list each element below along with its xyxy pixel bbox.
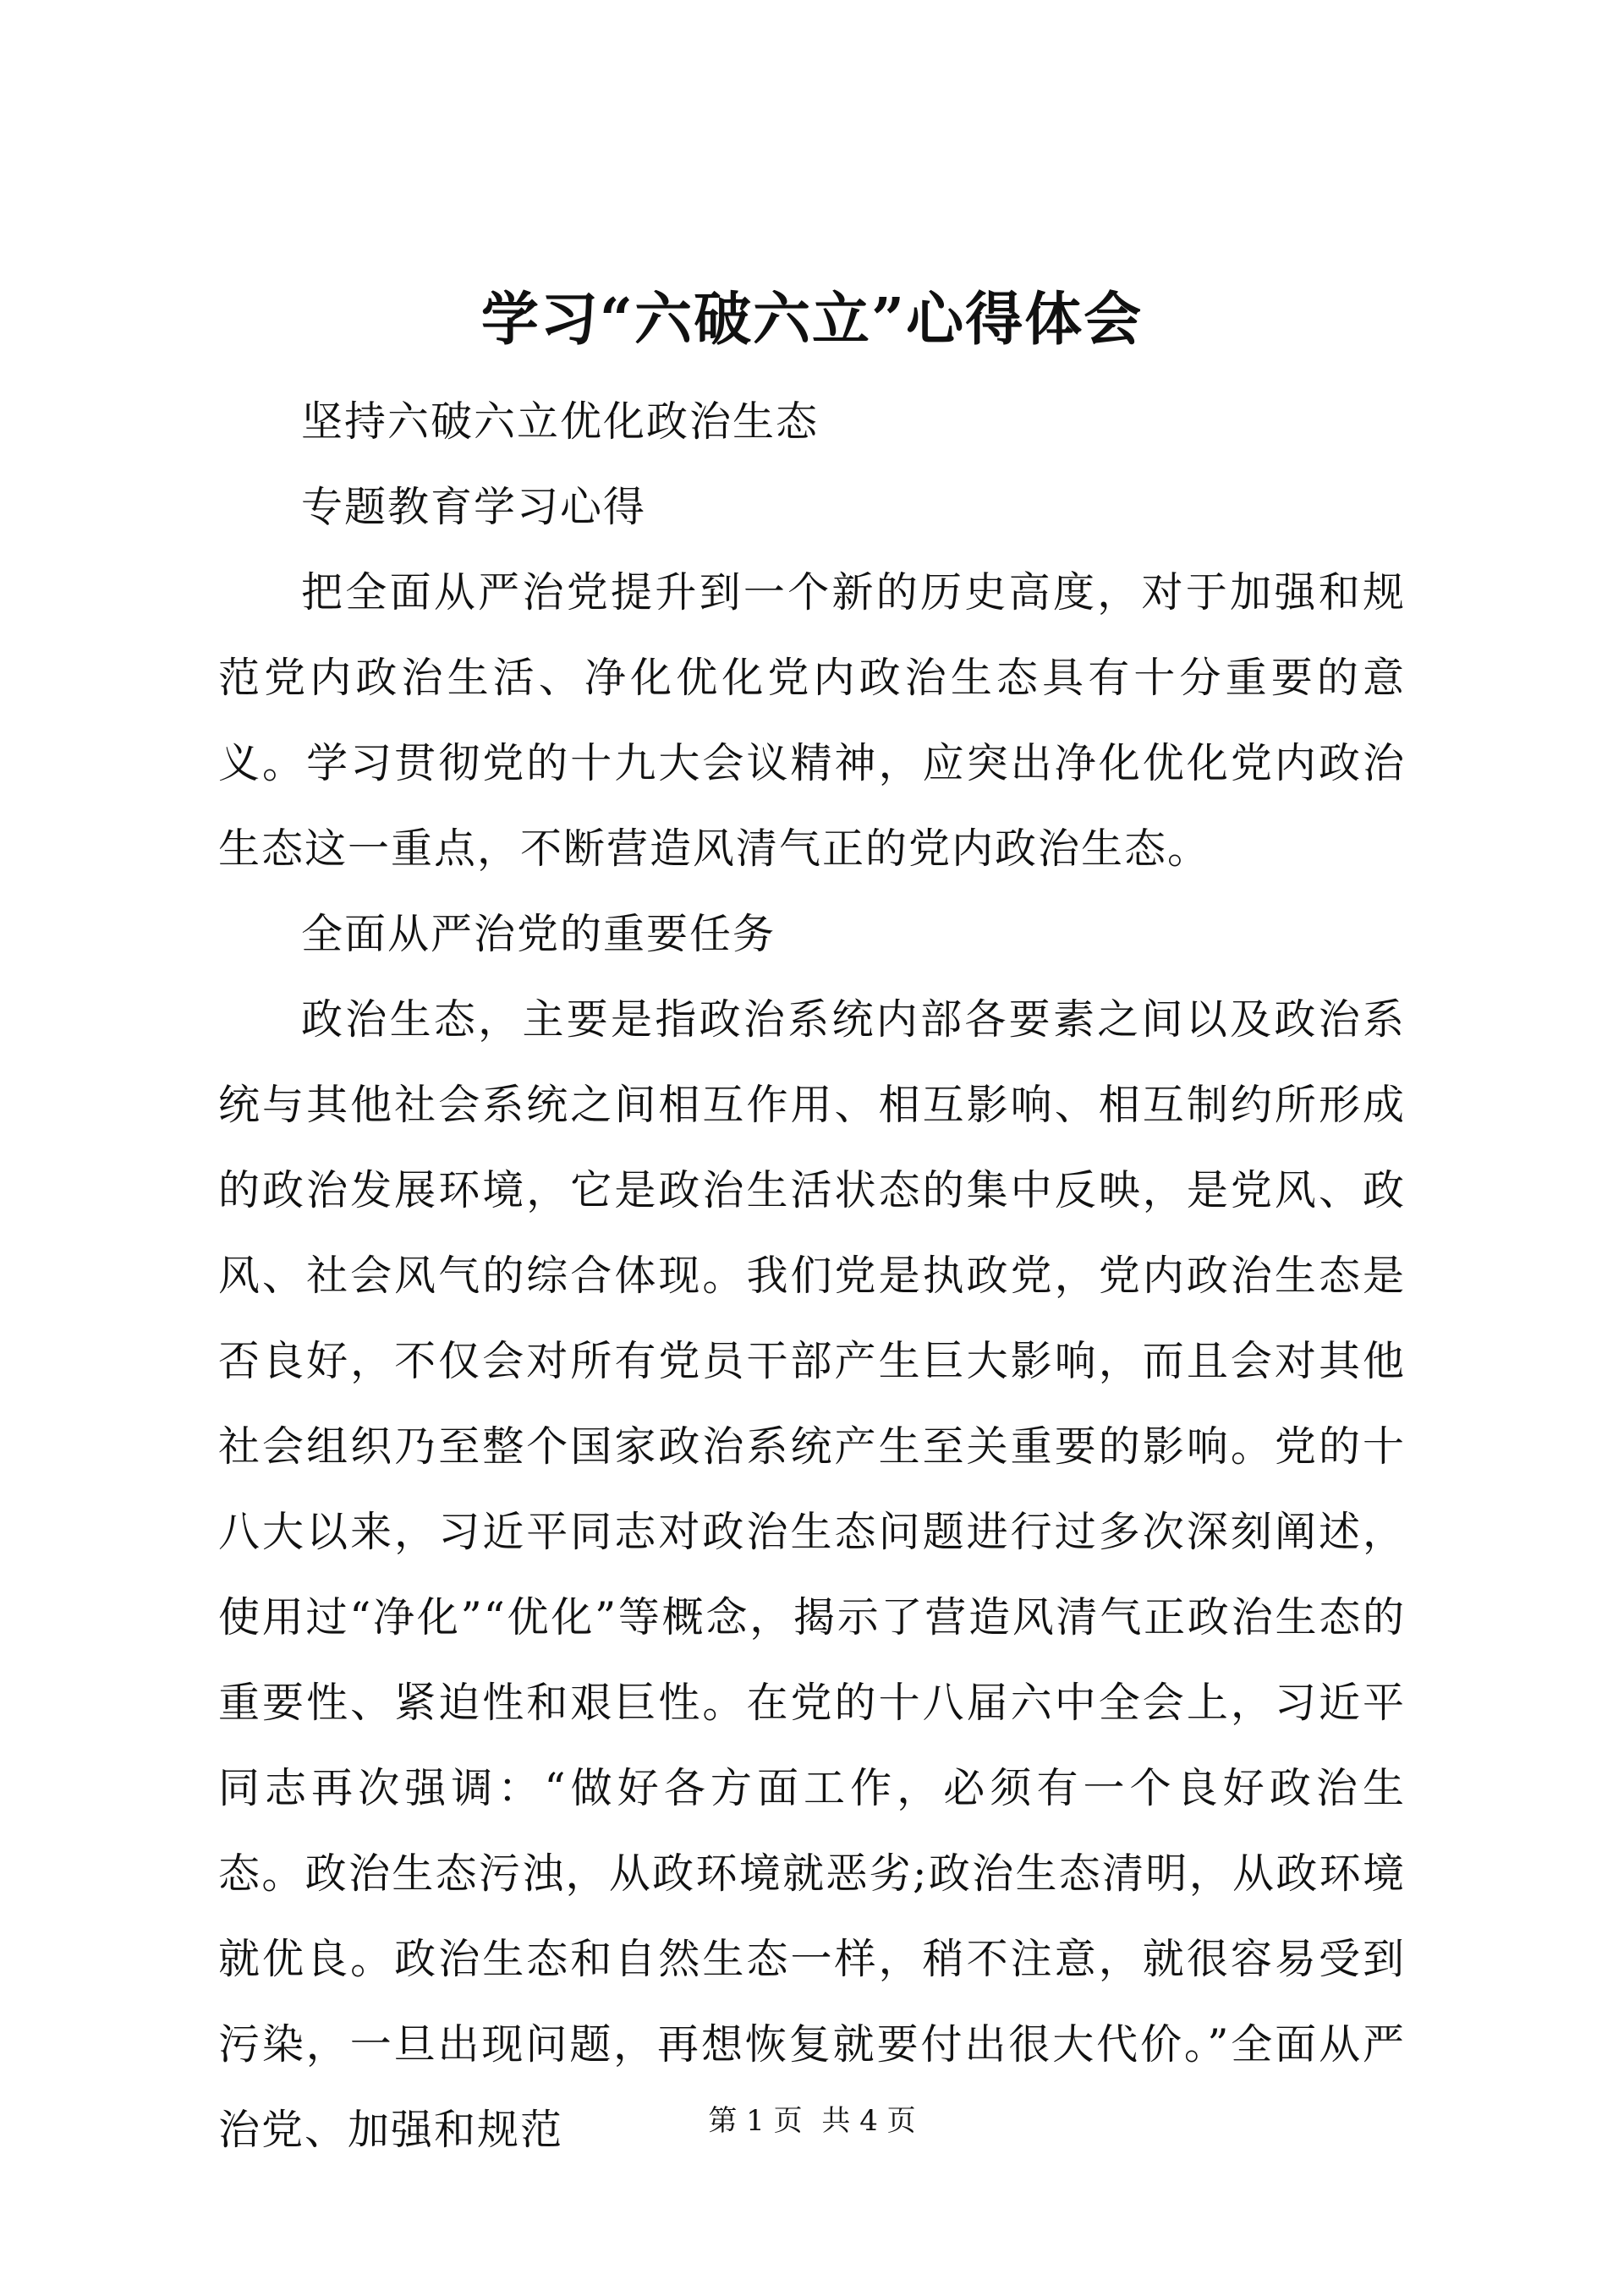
paragraph-subtitle: 坚持六破六立优化政治生态 xyxy=(301,397,820,446)
page-total: 共 4 页 xyxy=(821,2104,916,2138)
page-number: 第 1 页 xyxy=(708,2104,803,2138)
paragraph: 把全面从严治党提升到一个新的历史高度，对于加强和规范党内政治生活、净化优化党内政治生态具有十分重要的意义。学习贯彻党的十九大会议精神，应突出净化优化党内政治生态这一重点，不断营造风清气正的党内政治生态。 xyxy=(218,568,1406,873)
document-body xyxy=(218,379,1406,2173)
page-footer xyxy=(0,2104,1624,2138)
paragraph-heading: 全面从严治党的重要任务 xyxy=(301,910,776,958)
paragraph: 政治生态，主要是指政治系统内部各要素之间以及政治系统与其他社会系统之间相互作用、相互影响、相互制约所形成的政治发展环境，它是政治生活状态的集中反映，是党风、政风、社会风气的综合体现。我们党是执政党，党内政治生态是否良好，不仅会对所有党员干部产生巨大影响，而且会对其他社会组织乃至整个国家政治系统产生至关重要的影响。党的十八大以来，习近平同志对政治生态问题进行过多次深刻阐述，使用过“净化”“优化”等概念，揭示了营造风清气正政治生态的重要性、紧迫性和艰巨性。在党的十八届六中全会上，习近平同志再次强调：“做好各方面工作，必须有一个良好政治生态。政治生态污浊，从政环境就恶劣;政治生态清明，从政环境就优良。政治生态和自然生态一样，稍不注意，就很容易受到污染，一旦出现问题，再想恢复就要付出很大代价。”全面从严治党、加强和规范 xyxy=(218,995,1406,2154)
document-title: 学习“六破六立”心得体会 xyxy=(480,286,1144,353)
paragraph-subtitle-2: 专题教育学习心得 xyxy=(301,483,647,531)
